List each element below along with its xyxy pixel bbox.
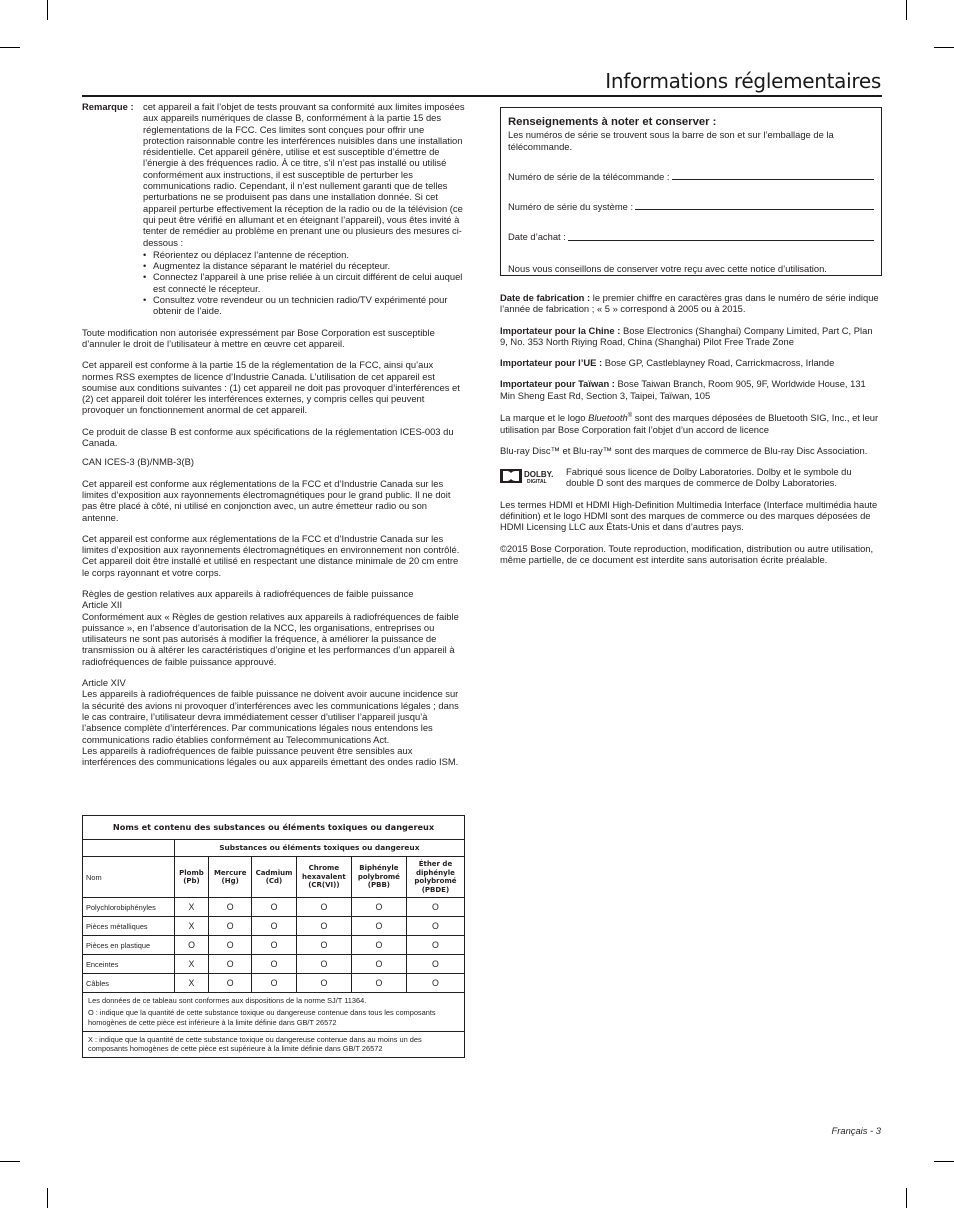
article-xiv-label: Article XIV <box>82 677 126 689</box>
header-line: polybromé <box>414 877 457 885</box>
crop-mark <box>934 1161 954 1162</box>
footnote-standard: Les données de ce tableau sont conformes aux dispositions de la norme SJ/T 11364. <box>88 996 367 1005</box>
paragraph-can-ices: CAN ICES-3 (B)/NMB-3(B) <box>82 456 194 468</box>
paragraph-importer-eu <box>500 357 882 368</box>
column-header-pbb <box>351 857 406 898</box>
row-name: Pièces métalliques <box>83 917 175 936</box>
dolby-double-d-icon <box>500 468 556 484</box>
title-rule <box>82 95 882 97</box>
table-subheader: Substances ou éléments toxiques ou dangereux <box>174 840 464 857</box>
table-cell: O <box>351 917 406 936</box>
table-cell: O <box>351 955 406 974</box>
article-xii-label: Article XII <box>82 599 123 611</box>
table-cell: O <box>296 955 351 974</box>
header-line: (PBB) <box>367 881 390 890</box>
header-line: (PBDE) <box>421 885 450 894</box>
table-caption: Noms et contenu des substances ou éléments toxiques ou dangereux <box>83 816 465 840</box>
header-line: Cadmium <box>255 868 293 877</box>
paragraph-article-xii <box>82 588 466 667</box>
manufacture-date-text: le premier chiffre en caractères gras dans le numéro de série indique l’année de fabrication ; « 5 » correspond à 2005 ou à 2015. <box>500 292 879 315</box>
paragraph-exposure-uncontrolled: Cet appareil est conforme aux réglementations de la FCC et d’Industrie Canada sur les limites d’exposition aux rayonnements électromagnétiques en environnement non contrôlé. Cet appareil doit être installé et utilisé en respectant une distance minimale de 20 cm entre le corps rayonnant et votre corps. <box>82 532 460 578</box>
record-box-intro: Les numéros de série se trouvent sous la barre de son et sur l’emballage de la télécommande. <box>508 129 834 152</box>
column-header-hg <box>209 857 252 898</box>
crop-mark <box>906 0 907 20</box>
article-xiv-text: Les appareils à radiofréquences de faible puissance ne doivent avoir aucune incidence sur la sécurité des avions ni provoquer d’interférences avec les communications légales ; dans le cas contraire, l’utilisateur devra immédiatement cesser d’utiliser l’appareil jusqu’à l’absence complète d’interférences. Par communications légales nous entendons les communications radio établies conformément au Telecommunications Act. <box>82 688 459 745</box>
table-cell: O <box>406 936 464 955</box>
dolby-block <box>500 466 882 489</box>
column-header-pbde <box>406 857 464 898</box>
paragraph-exposure-public: Cet appareil est conforme aux réglementations de la FCC et d’Industrie Canada sur les limites d’exposition aux rayonnements électromagnétiques pour le grand public. Il ne doit pas être placé à côté, ni utilisé en conjonction avec, un autre émetteur radio ou son antenne. <box>82 477 451 523</box>
table-cell: O <box>252 936 297 955</box>
column-header-crvi <box>296 857 351 898</box>
bluetooth-text-a: La marque et le logo <box>500 412 589 424</box>
crop-mark <box>0 1161 20 1162</box>
importer-china-label: Importateur pour la Chine : <box>500 324 621 336</box>
dolby-logo-word: DOLBY. <box>524 470 554 480</box>
row-name: Câbles <box>83 974 175 993</box>
table-cell: O <box>209 936 252 955</box>
importer-eu-text: Bose GP, Castleblayney Road, Carrickmacross, Irlande <box>604 357 835 369</box>
paragraph-fcc-part15: Cet appareil est conforme à la partie 15 de la réglementation de la FCC, ainsi qu’aux normes RSS exemptes de licence d’Industrie Canada. L’utilisation de cet appareil est soumise aux conditions suivantes : (1) cet appareil ne doit pas provoquer d’interférences et (2) cet appareil doit tolérer les interférences externes, y compris celles qui peuvent provoquer un fonctionnement anormal de cet appareil. <box>82 359 460 416</box>
crop-mark <box>0 47 20 48</box>
table-cell: O <box>252 974 297 993</box>
importer-taiwan-label: Importateur pour Taïwan : <box>500 378 615 390</box>
article-xiv-text-2: Les appareils à radiofréquences de faible puissance peuvent être sensibles aux interférences des communications légales ou aux appareils émettant des ondes radio ISM. <box>82 744 459 768</box>
table-cell: O <box>252 955 297 974</box>
header-line: Chrome <box>308 864 340 873</box>
record-box-title: Renseignements à noter et conserver : <box>508 116 717 128</box>
table-cell: X <box>174 955 209 974</box>
table-cell: O <box>252 917 297 936</box>
bluetooth-word: Bluetooth <box>588 412 628 424</box>
paragraph-manufacture-date <box>500 292 882 315</box>
crop-mark <box>47 0 48 20</box>
header-line: Biphényle <box>359 864 399 873</box>
bluetooth-text-b: sont des marques déposées de Bluetooth SIG, Inc., et leur utilisation par Bose Corporation fait l’objet d’un accord de licence <box>500 412 879 435</box>
header-line: Éther de <box>418 860 453 868</box>
table-cell: O <box>296 936 351 955</box>
table-cell: O <box>351 974 406 993</box>
table-row <box>83 974 465 993</box>
paragraph-importer-china <box>500 325 882 348</box>
table-cell: O <box>406 917 464 936</box>
remark-label: Remarque : <box>82 101 134 112</box>
importer-taiwan-text: Bose Taiwan Branch, Room 905, 9F, Worldwide House, 131 Min Sheng East Rd, Section 3, Taipei, Taïwan, 105 <box>500 378 866 401</box>
table-blank-cell <box>83 840 175 857</box>
table-cell: O <box>406 974 464 993</box>
record-info-box <box>500 107 882 276</box>
paragraph-importer-taiwan <box>500 378 882 401</box>
paragraph-hdmi: Les termes HDMI et HDMI High-Definition Multimedia Interface (Interface multimédia haute définition) et le logo HDMI sont des marques de commerce ou des marques déposées de HDMI Licensing LLC aux États-Unis et dans d’autres pays. <box>500 498 878 533</box>
list-item: • Réorientez ou déplacez l’antenne de réception. <box>143 249 466 260</box>
table-cell: O <box>296 917 351 936</box>
remote-serial-field <box>508 171 874 182</box>
header-line: (Cd) <box>265 877 283 885</box>
dolby-logo <box>500 466 559 489</box>
system-serial-label: Numéro de série du système : <box>508 201 634 213</box>
table-row <box>83 955 465 974</box>
list-item: • Connectez l’appareil à une prise reliée à un circuit différent de celui auquel est connecté le récepteur. <box>143 271 466 294</box>
page-title: Informations réglementaires <box>605 69 881 93</box>
crop-mark <box>47 1188 48 1208</box>
row-name: Pièces en plastique <box>83 936 175 955</box>
header-line: (Pb) <box>183 877 200 885</box>
table-cell: O <box>351 936 406 955</box>
table-cell: X <box>174 974 209 993</box>
left-column <box>82 101 466 767</box>
table-cell: O <box>209 974 252 993</box>
remedy-list <box>143 249 466 317</box>
paragraph-ices003: Ce produit de classe B est conforme aux spécifications de la réglementation ICES-003 du Canada. <box>82 425 454 449</box>
dolby-logo-digital: DIGITAL <box>527 479 547 485</box>
header-line: Plomb <box>179 868 204 877</box>
importer-eu-label: Importateur pour l’UE : <box>500 357 603 369</box>
header-line: (Hg) <box>221 877 239 885</box>
header-line: hexavalent <box>302 872 346 881</box>
table-footnote-x: X : indique que la quantité de cette substance toxique ou dangereuse contenue dans au moins un des composants homogènes de cette pièce est supérieure à la limite définie dans GB/T 26572 <box>83 1031 465 1058</box>
table-cell: X <box>174 917 209 936</box>
remote-serial-label: Numéro de série de la télécommande : <box>508 170 670 182</box>
header-line: (CR(VI)) <box>308 881 340 890</box>
registered-mark: ® <box>627 413 633 420</box>
header-line: diphényle <box>416 868 455 877</box>
row-name: Polychlorobiphényles <box>83 898 175 917</box>
dolby-text: Fabriqué sous licence de Dolby Laboratories. Dolby et le symbole du double D sont des marques de commerce de Dolby Laboratories. <box>566 466 852 489</box>
crop-mark <box>906 1188 907 1208</box>
row-name: Enceintes <box>83 955 175 974</box>
paragraph-bluray: Blu-ray Disc™ et Blu-ray™ sont des marques de commerce de Blu-ray Disc Association. <box>500 444 868 456</box>
header-line: polybromé <box>357 872 400 881</box>
table-cell: O <box>209 955 252 974</box>
remark-text: cet appareil a fait l’objet de tests prouvant sa conformité aux limites imposées aux appareils numériques de classe B, conformément à la partie 15 des réglementations de la FCC. Ces limites sont conçues pour offrir une protection raisonnable contre les interférences nuisibles dans une installation résidentielle. Cet appareil génère, utilise et est susceptible d’émettre de l’énergie à des fréquences radio. À ce titre, s’il n’est pas installé ou utilisé conformément aux instructions, il est susceptible de perturber les communications radio. Cependant, il n’est nullement garanti que de telles perturbations ne se produisent pas dans une installation donnée. Si cet appareil perturbe effectivement la réception de la radio ou de la télévision (ce qui peut être vérifié en allumant et en éteignant l’appareil), vous êtes invité à tenter de remédier au problème en prenant une ou plusieurs des mesures ci-dessous : <box>143 101 465 248</box>
crop-mark <box>934 47 954 48</box>
paragraph-article-xiv <box>82 677 466 767</box>
article-xii-text: Conformément aux « Règles de gestion relatives aux appareils à radiofréquences de faible puissance », en l’absence d’autorisation de la NCC, les organisations, entreprises ou utilisateurs ne sont pas autorisés à modifier la fréquence, à améliorer la puissance de transmission ou à altérer les caractéristiques d’origine et les performances d’un appareil à radiofréquences de faible puissance approuvé. <box>82 610 459 667</box>
table-cell: O <box>209 917 252 936</box>
remark-block <box>82 101 466 317</box>
table-cell: O <box>351 898 406 917</box>
column-header-pb <box>174 857 209 898</box>
page-number: Français - 3 <box>831 1125 881 1136</box>
toxic-substances-table <box>82 815 465 1058</box>
table-cell: O <box>406 955 464 974</box>
table-footnote-o <box>83 993 465 1032</box>
table-cell: O <box>406 898 464 917</box>
table-cell: X <box>174 898 209 917</box>
header-line: Mercure <box>213 868 247 877</box>
fill-in-line <box>568 231 874 240</box>
table-row <box>83 936 465 955</box>
table-cell: O <box>296 898 351 917</box>
right-column <box>500 107 882 565</box>
fill-in-line <box>672 171 874 180</box>
record-box-note: Nous vous conseillons de conserver votre reçu avec cette notice d’utilisation. <box>508 262 827 274</box>
paragraph-modification: Toute modification non autorisée expressément par Bose Corporation est susceptible d’annuler le droit de l’utilisateur à mettre en œuvre cet appareil. <box>82 326 435 349</box>
column-header-cd <box>252 857 297 898</box>
list-item: • Augmentez la distance séparant le matériel du récepteur. <box>143 260 466 271</box>
paragraph-copyright: ©2015 Bose Corporation. Toute reproduction, modification, distribution ou autre utilisation, même partielle, de ce document est interdite sans autorisation écrite préalable. <box>500 542 874 565</box>
list-item: • Consultez votre revendeur ou un technicien radio/TV expérimenté pour obtenir de l’aide. <box>143 294 466 317</box>
importer-china-text: Bose Electronics (Shanghai) Company Limited, Part C, Plan 9, No. 353 North Riying Road, China (Shanghai) Pilot Free Trade Zone <box>500 324 873 347</box>
purchase-date-field <box>508 231 874 242</box>
remark-body <box>143 101 466 317</box>
footnote-o-definition: O : indique que la quantité de cette substance toxique ou dangereuse contenue dans tous les composants homogènes de cette pièce est inférieure à la limite définie dans GB/T 26572 <box>88 1008 436 1027</box>
purchase-date-label: Date d’achat : <box>508 231 566 243</box>
table-row <box>83 917 465 936</box>
table-cell: O <box>252 898 297 917</box>
table-cell: O <box>296 974 351 993</box>
table-row <box>83 898 465 917</box>
table-cell: O <box>209 898 252 917</box>
manufacture-date-label: Date de fabrication : <box>500 292 591 303</box>
paragraph-bluetooth <box>500 411 882 435</box>
article-xii-heading: Règles de gestion relatives aux appareils à radiofréquences de faible puissance <box>82 587 414 599</box>
table-cell: O <box>174 936 209 955</box>
system-serial-field <box>508 201 874 212</box>
column-header-name: Nom <box>83 857 175 898</box>
fill-in-line <box>635 201 874 210</box>
